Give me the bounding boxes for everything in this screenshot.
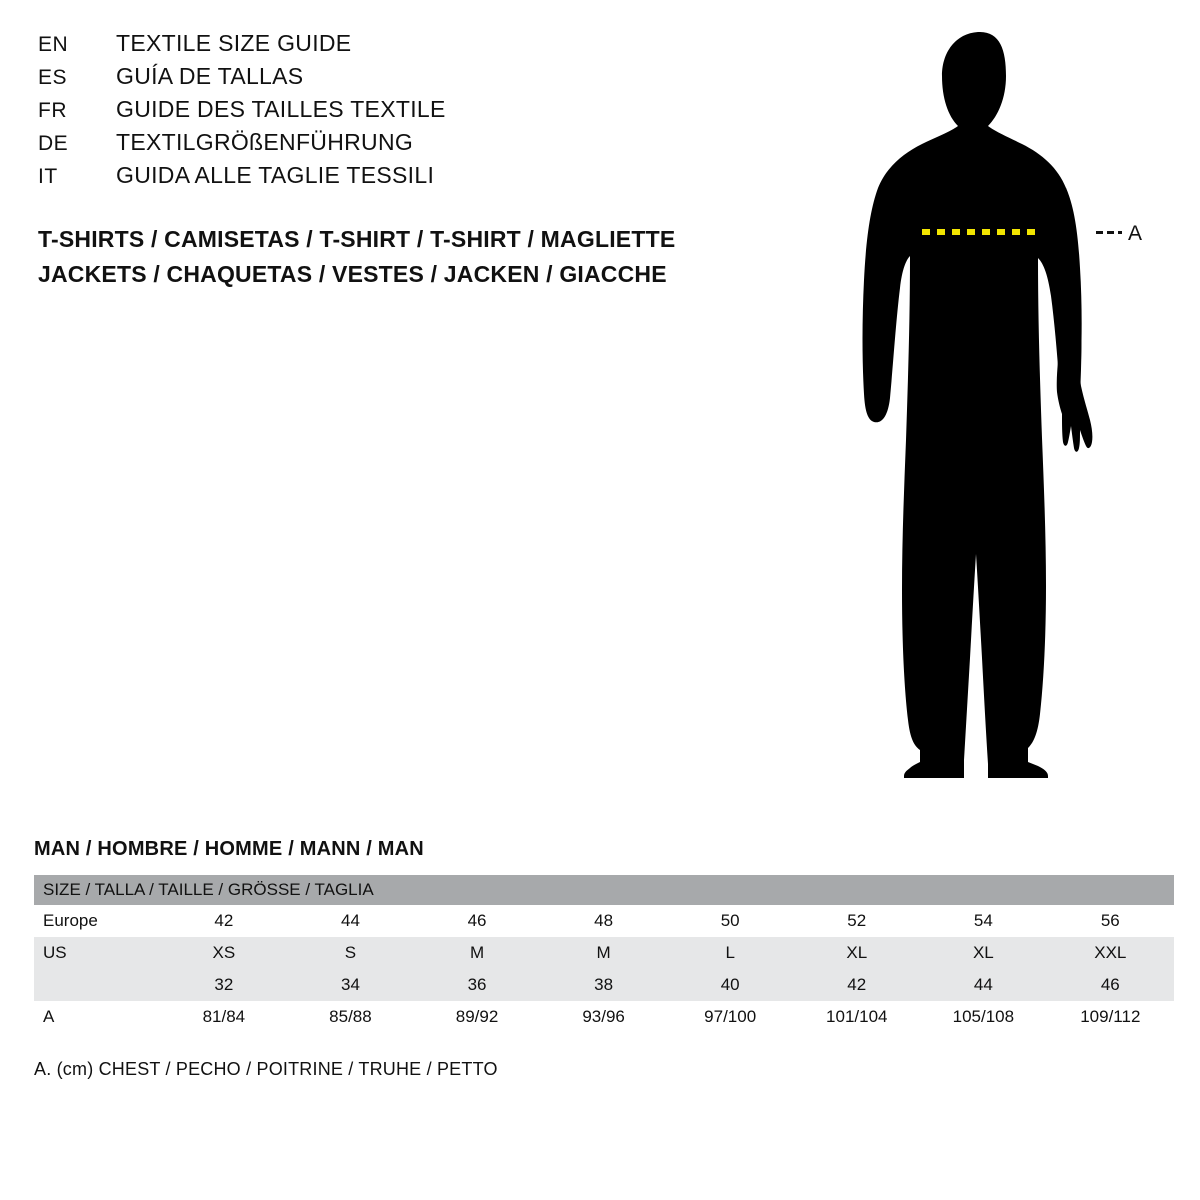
cell-europe-7: 54 [920, 905, 1047, 937]
male-silhouette-figure [830, 20, 1170, 800]
cell-us-4: M [540, 937, 667, 969]
row-label-us: US [34, 937, 161, 969]
cell-a-4: 93/96 [540, 1001, 667, 1033]
cell-europe-8: 56 [1047, 905, 1174, 937]
cell-numeric-4: 38 [540, 969, 667, 1001]
cell-numeric-7: 44 [920, 969, 1047, 1001]
cell-europe-5: 50 [667, 905, 794, 937]
language-header-list [38, 30, 738, 195]
cell-numeric-3: 36 [414, 969, 541, 1001]
language-title: GUIDA ALLE TAGLIE TESSILI [116, 162, 435, 188]
table-row [34, 905, 1174, 937]
language-code: DE [38, 132, 69, 155]
size-table [34, 875, 1174, 1033]
cell-us-7: XL [920, 937, 1047, 969]
cell-us-6: XL [793, 937, 920, 969]
size-table-block [34, 838, 1174, 1080]
cell-us-1: XS [161, 937, 288, 969]
cell-a-1: 81/84 [161, 1001, 288, 1033]
language-row [38, 63, 738, 96]
cell-a-3: 89/92 [414, 1001, 541, 1033]
table-row [34, 937, 1174, 969]
language-title: GUÍA DE TALLAS [116, 63, 304, 89]
language-title: GUIDE DES TAILLES TEXTILE [116, 96, 446, 122]
table-row [34, 1001, 1174, 1033]
cell-us-5: L [667, 937, 794, 969]
row-label-a: A [34, 1001, 161, 1033]
language-code: ES [38, 66, 68, 89]
cell-numeric-2: 34 [287, 969, 414, 1001]
cell-europe-2: 44 [287, 905, 414, 937]
cell-europe-4: 48 [540, 905, 667, 937]
cell-a-8: 109/112 [1047, 1001, 1174, 1033]
language-row [38, 30, 738, 63]
table-title: MAN / HOMBRE / HOMME / MANN / MAN [34, 838, 424, 860]
cell-a-5: 97/100 [667, 1001, 794, 1033]
table-row [34, 969, 1174, 1001]
language-code: EN [38, 33, 69, 56]
cell-numeric-6: 42 [793, 969, 920, 1001]
category-list [38, 222, 675, 292]
row-label-europe: Europe [34, 905, 161, 937]
cell-us-8: XXL [1047, 937, 1174, 969]
cell-a-2: 85/88 [287, 1001, 414, 1033]
silhouette-shape [863, 32, 1093, 778]
language-row [38, 129, 738, 162]
language-title: TEXTILGRÖßENFÜHRUNG [116, 129, 414, 155]
cell-europe-6: 52 [793, 905, 920, 937]
cell-europe-3: 46 [414, 905, 541, 937]
table-header-label: SIZE / TALLA / TAILLE / GRÖSSE / TAGLIA [34, 875, 1174, 905]
measure-leader-dashes [1096, 231, 1122, 234]
cell-numeric-1: 32 [161, 969, 288, 1001]
category-line-jackets: JACKETS / CHAQUETAS / VESTES / JACKEN / GIACCHE [38, 261, 667, 287]
language-row [38, 96, 738, 129]
cell-us-2: S [287, 937, 414, 969]
language-title: TEXTILE SIZE GUIDE [116, 30, 352, 56]
table-header-row [34, 875, 1174, 905]
cell-numeric-8: 46 [1047, 969, 1174, 1001]
cell-numeric-5: 40 [667, 969, 794, 1001]
cell-us-3: M [414, 937, 541, 969]
cell-a-7: 105/108 [920, 1001, 1047, 1033]
category-line-tshirts: T-SHIRTS / CAMISETAS / T-SHIRT / T-SHIRT / MAGLIETTE [38, 226, 676, 252]
cell-europe-1: 42 [161, 905, 288, 937]
measure-marker-a-label: A [1128, 222, 1143, 245]
cell-a-6: 101/104 [793, 1001, 920, 1033]
language-code: FR [38, 99, 67, 122]
language-code: IT [38, 165, 58, 188]
language-row [38, 162, 738, 195]
table-footnote: A. (cm) CHEST / PECHO / POITRINE / TRUHE / PETTO [34, 1059, 498, 1079]
row-label-numeric [34, 969, 161, 1001]
